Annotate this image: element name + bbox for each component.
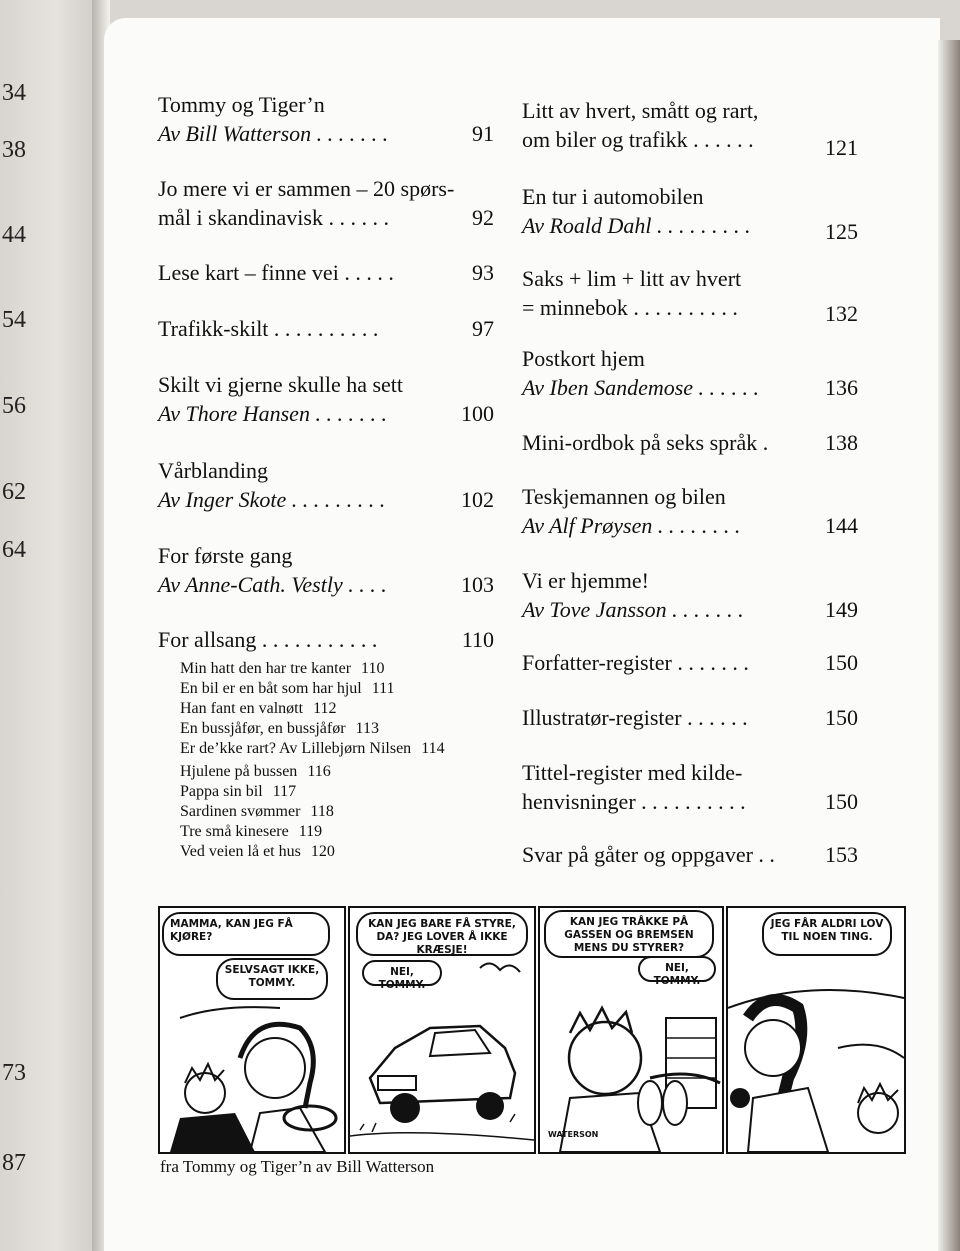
song-title: Er de’kke rart? Av Lillebjørn Nilsen <box>180 740 412 757</box>
toc-page-number: 103 <box>461 572 494 597</box>
toc-author: Av Roald Dahl . . . . . . . . . <box>522 213 751 238</box>
toc-title: Tommy og Tiger’n <box>158 92 325 117</box>
previous-page-number: 62 <box>2 479 26 505</box>
speech-bubble: MAMMA, KAN JEG FÅ KJØRE? <box>162 912 330 956</box>
toc-line <box>522 705 858 734</box>
toc-title: Mini-ordbok på seks språk . <box>522 430 769 455</box>
toc-line <box>158 572 494 601</box>
speech-bubble: KAN JEG TRÅKKE PÅ GASSEN OG BREMSEN MENS DU STYRER? <box>544 910 714 958</box>
toc-entry <box>522 184 858 242</box>
song-item <box>180 680 500 698</box>
song-item <box>180 783 500 801</box>
song-item <box>180 660 500 678</box>
previous-page-number: 87 <box>2 1150 26 1176</box>
speech-bubble: NEI, TOMMY. <box>638 956 716 982</box>
comic-strip <box>158 896 904 1156</box>
toc-title: Tittel-register med kilde- <box>522 760 743 785</box>
previous-page-number: 64 <box>2 537 26 563</box>
toc-line <box>522 597 858 626</box>
song-title: Han fant en valnøtt <box>180 700 304 717</box>
toc-title: Jo mere vi er sammen – 20 spørs- <box>158 176 455 201</box>
speech-bubble: JEG FÅR ALDRI LOV TIL NOEN TING. <box>762 912 892 956</box>
speech-bubble: SELVSAGT IKKE, TOMMY. <box>216 958 328 1000</box>
artist-signature: WATERSON <box>548 1130 599 1139</box>
song-page-number: 112 <box>313 700 337 717</box>
toc-title: Saks + lim + litt av hvert <box>522 266 742 291</box>
toc-title: = minnebok . . . . . . . . . . <box>522 295 738 320</box>
toc-page-number: 125 <box>825 219 858 244</box>
toc-page-number: 102 <box>461 487 494 512</box>
toc-line <box>158 260 494 289</box>
toc-title: Teskjemannen og bilen <box>522 484 726 509</box>
toc-line <box>522 789 858 818</box>
toc-title: Illustratør-register . . . . . . <box>522 705 748 730</box>
toc-line <box>522 127 858 160</box>
comic-drawing <box>160 908 344 1152</box>
toc-title: Vårblanding <box>158 458 268 483</box>
song-page-number: 116 <box>307 763 331 780</box>
comic-drawing <box>540 908 722 1152</box>
toc-author: Av Thore Hansen . . . . . . . <box>158 401 387 426</box>
toc-page-number: 138 <box>825 430 858 455</box>
toc-title: Lese kart – finne vei . . . . . <box>158 260 394 285</box>
toc-title: Svar på gåter og oppgaver . . <box>522 842 775 867</box>
toc-line <box>158 458 494 487</box>
toc-entry <box>158 260 494 289</box>
previous-page-number: 34 <box>2 80 26 106</box>
song-item <box>180 700 500 718</box>
toc-line <box>158 627 494 656</box>
toc-page-number: 93 <box>472 260 494 285</box>
toc-entry <box>522 98 858 160</box>
toc-entry <box>522 266 858 324</box>
song-title: Pappa sin bil <box>180 783 263 800</box>
page-edge <box>938 40 960 1251</box>
toc-line <box>522 346 858 375</box>
song-page-number: 113 <box>355 720 379 737</box>
toc-page-number: 136 <box>825 375 858 400</box>
toc-title: Postkort hjem <box>522 346 645 371</box>
speech-bubble: KAN JEG BARE FÅ STYRE, DA? JEG LOVER Å IKKE KRÆSJE! <box>356 912 528 956</box>
toc-title: Skilt vi gjerne skulle ha sett <box>158 372 404 397</box>
toc-line <box>522 295 858 324</box>
toc-entry <box>522 650 858 679</box>
toc-title: For allsang . . . . . . . . . . . <box>158 627 378 652</box>
toc-author: Av Alf Prøysen . . . . . . . . <box>522 513 741 538</box>
toc-title: henvisninger . . . . . . . . . . <box>522 789 746 814</box>
toc-entry <box>522 568 858 626</box>
toc-title: For første gang <box>158 543 293 568</box>
toc-title: Trafikk-skilt . . . . . . . . . . <box>158 316 379 341</box>
song-page-number: 110 <box>361 660 385 677</box>
song-title: Sardinen svømmer <box>180 803 301 820</box>
toc-entry <box>522 430 858 459</box>
toc-page-number: 132 <box>825 301 858 326</box>
song-page-number: 119 <box>298 823 323 840</box>
toc-line <box>522 430 858 459</box>
song-item <box>180 763 500 781</box>
previous-page-number: 56 <box>2 393 26 419</box>
song-title: Tre små kinesere <box>180 823 289 840</box>
toc-page-number: 91 <box>472 121 494 146</box>
toc-page-number: 150 <box>825 705 858 730</box>
toc-line <box>158 401 494 430</box>
toc-line <box>158 543 494 572</box>
toc-line <box>522 760 858 789</box>
toc-page-number: 121 <box>825 135 858 160</box>
toc-page-number: 153 <box>825 842 858 867</box>
toc-line <box>522 213 858 242</box>
song-title: En bil er en båt som har hjul <box>180 680 362 697</box>
song-page-number: 120 <box>310 843 335 860</box>
previous-page-number: 54 <box>2 307 26 333</box>
toc-entry <box>522 705 858 734</box>
song-item <box>180 823 500 841</box>
toc-line <box>158 372 494 401</box>
previous-page-number: 73 <box>2 1060 26 1086</box>
previous-page-number: 44 <box>2 222 26 248</box>
song-item <box>180 803 500 821</box>
toc-title: Vi er hjemme! <box>522 568 649 593</box>
toc-title: Forfatter-register . . . . . . . <box>522 650 749 675</box>
song-item <box>180 720 500 738</box>
toc-line <box>158 92 494 121</box>
toc-line <box>158 316 494 345</box>
song-page-number: 111 <box>371 680 395 697</box>
toc-author: Av Bill Watterson . . . . . . . <box>158 121 389 146</box>
toc-line <box>522 842 858 871</box>
toc-entry <box>522 842 858 871</box>
toc-line <box>522 650 858 679</box>
song-title: En bussjåfør, en bussjåfør <box>180 720 346 737</box>
comic-panel-4 <box>726 906 906 1154</box>
song-item <box>180 843 500 861</box>
toc-author: Av Tove Jansson . . . . . . . <box>522 597 744 622</box>
toc-author: Av Anne-Cath. Vestly . . . . <box>158 572 387 597</box>
toc-entry <box>522 760 858 818</box>
toc-entry <box>158 372 494 430</box>
song-page-number: 117 <box>272 783 297 800</box>
toc-entry <box>522 346 858 404</box>
toc-line <box>522 484 858 513</box>
speech-bubble: NEI, TOMMY. <box>362 960 442 986</box>
toc-page-number: 149 <box>825 597 858 622</box>
toc-page-number: 150 <box>825 650 858 675</box>
toc-page-number: 110 <box>461 627 494 652</box>
toc-page-number: 144 <box>825 513 858 538</box>
previous-page <box>0 0 100 1251</box>
song-title: Min hatt den har tre kanter <box>180 660 352 677</box>
toc-entry <box>158 627 494 656</box>
comic-drawing <box>350 908 534 1152</box>
toc-title: En tur i automobilen <box>522 184 704 209</box>
toc-title: mål i skandinavisk . . . . . . <box>158 205 389 230</box>
song-item <box>180 740 500 758</box>
toc-entry <box>158 458 494 516</box>
toc-line <box>158 176 494 205</box>
toc-line <box>158 121 494 150</box>
comic-caption: fra Tommy og Tiger’n av Bill Watterson <box>160 1157 435 1176</box>
toc-line <box>158 205 494 234</box>
comic-panel-3 <box>538 906 724 1154</box>
comic-drawing <box>728 908 904 1152</box>
song-page-number: 118 <box>310 803 334 820</box>
toc-title: Litt av hvert, smått og rart, <box>522 98 759 123</box>
toc-entry <box>158 543 494 601</box>
toc-entry <box>158 316 494 345</box>
toc-line <box>522 375 858 404</box>
toc-entry <box>158 176 494 234</box>
toc-line <box>522 568 858 597</box>
toc-page-number: 100 <box>461 401 494 426</box>
song-page-number: 114 <box>421 740 445 757</box>
toc-author: Av Inger Skote . . . . . . . . . <box>158 487 386 512</box>
toc-line <box>522 513 858 542</box>
toc-entry <box>158 92 494 150</box>
toc-line <box>522 184 858 213</box>
toc-page-number: 92 <box>472 205 494 230</box>
toc-line <box>158 487 494 516</box>
toc-author: Av Iben Sandemose . . . . . . <box>522 375 760 400</box>
toc-entry <box>522 484 858 542</box>
toc-page-number: 150 <box>825 789 858 814</box>
song-title: Hjulene på bussen <box>180 763 298 780</box>
toc-line <box>522 98 858 127</box>
toc-line <box>522 266 858 295</box>
previous-page-number: 38 <box>2 137 26 163</box>
comic-panel-1 <box>158 906 346 1154</box>
song-title: Ved veien lå et hus <box>180 843 301 860</box>
toc-page-number: 97 <box>472 316 494 341</box>
comic-panel-2 <box>348 906 536 1154</box>
toc-title: om biler og trafikk . . . . . . <box>522 127 754 152</box>
